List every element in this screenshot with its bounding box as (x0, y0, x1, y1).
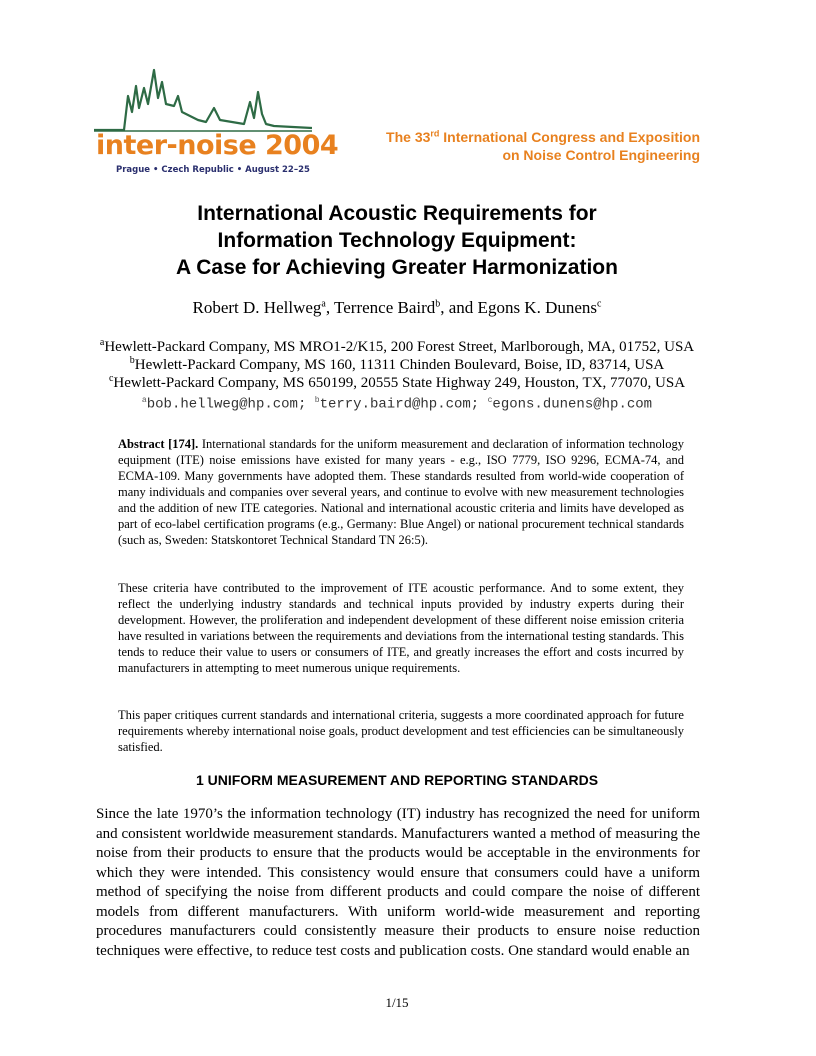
congress-line-1: The 33rd International Congress and Exposition (386, 128, 700, 145)
internoise-logo (94, 68, 339, 180)
title-line-1: International Acoustic Requirements for (197, 202, 597, 225)
author-emails: $^a$bob.hellweg@hp.com; $^b$terry.baird@hp.com; $^c$egons.dunens@hp.com (141, 396, 653, 413)
affiliation-c: $^c$Hewlett-Packard Company, MS 650199, 20555 State Highway 249, Houston, TX, 77070, USA (108, 373, 686, 391)
section-heading: 1 UNIFORM MEASUREMENT AND REPORTING STANDARDS (195, 772, 599, 788)
abstract-paragraph-3: This paper critiques current standards and international criteria, suggests a more coordinated approach for future requirements whereby international noise goals, product development and test efficiencies can be simultaneously satisfied. (118, 708, 684, 754)
section-body: Since the late 1970’s the information technology (IT) industry has recognized the need for uniform and consistent worldwide measurement standards. Manufacturers wanted a method of measuring the noise from their products to ensure that the products would be acceptable in the environments for which they were intended. This consistency would ensure that consumers could have a uniform method of specifying the noise from different products and could compare the noise of different models from different manufacturers. With uniform world-wide measurement and reporting procedures manufacturers could consistently measure their products to ensure noise reduction techniques were effective, to reduce test costs and publication costs. One standard would enable an (96, 806, 700, 959)
title-line-2: Information Technology Equipment: (217, 229, 577, 252)
abstract-label: Abstract [174]. (118, 437, 199, 451)
logo-subtitle: Prague • Czech Republic • August 22–25 (116, 165, 310, 175)
congress-line-2: on Noise Control Engineering (502, 147, 700, 163)
email-link[interactable]: bob.hellweg@hp.com; (146, 396, 315, 413)
title-line-3: A Case for Achieving Greater Harmonization (176, 256, 618, 279)
congress-title (386, 128, 700, 164)
email-link[interactable]: egons.dunens@hp.com (492, 396, 653, 413)
affiliation-a: $^a$Hewlett-Packard Company, MS MRO1-2/K15, 200 Forest Street, Marlborough, MA, 01752, USA (99, 337, 695, 355)
abstract-paragraph-2: These criteria have contributed to the improvement of ITE acoustic performance. And to some extent, they reflect the underlying industry standards and technical inputs provided by industry experts during their development. However, the proliferation and independent development of these different noise emission criteria have resulted in variations between the requirements and deviations from the international testing standards. This tends to reduce their value to users or consumers of ITE, and greatly increases the effort and costs incurred by manufacturers in attempting to meet numerous unique requirements. (118, 581, 684, 675)
abstract-paragraph-1: Abstract [174]. International standards for the uniform measurement and declaration of information technology equipment (ITE) noise emissions have existed for many years - e.g., ISO 7779, ISO 9296, ECMA-74, and ECMA-109. Many governments have adopted them. These standards resulted from world-wide cooperation of many individuals and companies over several years, and continue to evolve with new measurement technologies and the addition of new ITE categories. National and international acoustic criteria and limits have developed as part of eco-label certification programs (e.g., Germany: Blue Angel) or national procurement technical standards (such as, Sweden: Statskontoret Technical Standard TN 26:5). (118, 437, 684, 547)
logo-wordmark: inter-noise 2004 (96, 130, 339, 161)
prague-skyline-icon (94, 68, 312, 134)
email-link[interactable]: terry.baird@hp.com; (319, 396, 488, 413)
author-list: Robert D. Hellweg$^a$, Terrence Baird$^b$, and Egons K. Dunens$^c$ (192, 298, 602, 317)
paper-title (0, 200, 794, 281)
affiliation-b: $^b$Hewlett-Packard Company, MS 160, 11311 Chinden Boulevard, Boise, ID, 83714, USA (129, 355, 665, 373)
page-number: 1/15 (385, 995, 409, 1010)
